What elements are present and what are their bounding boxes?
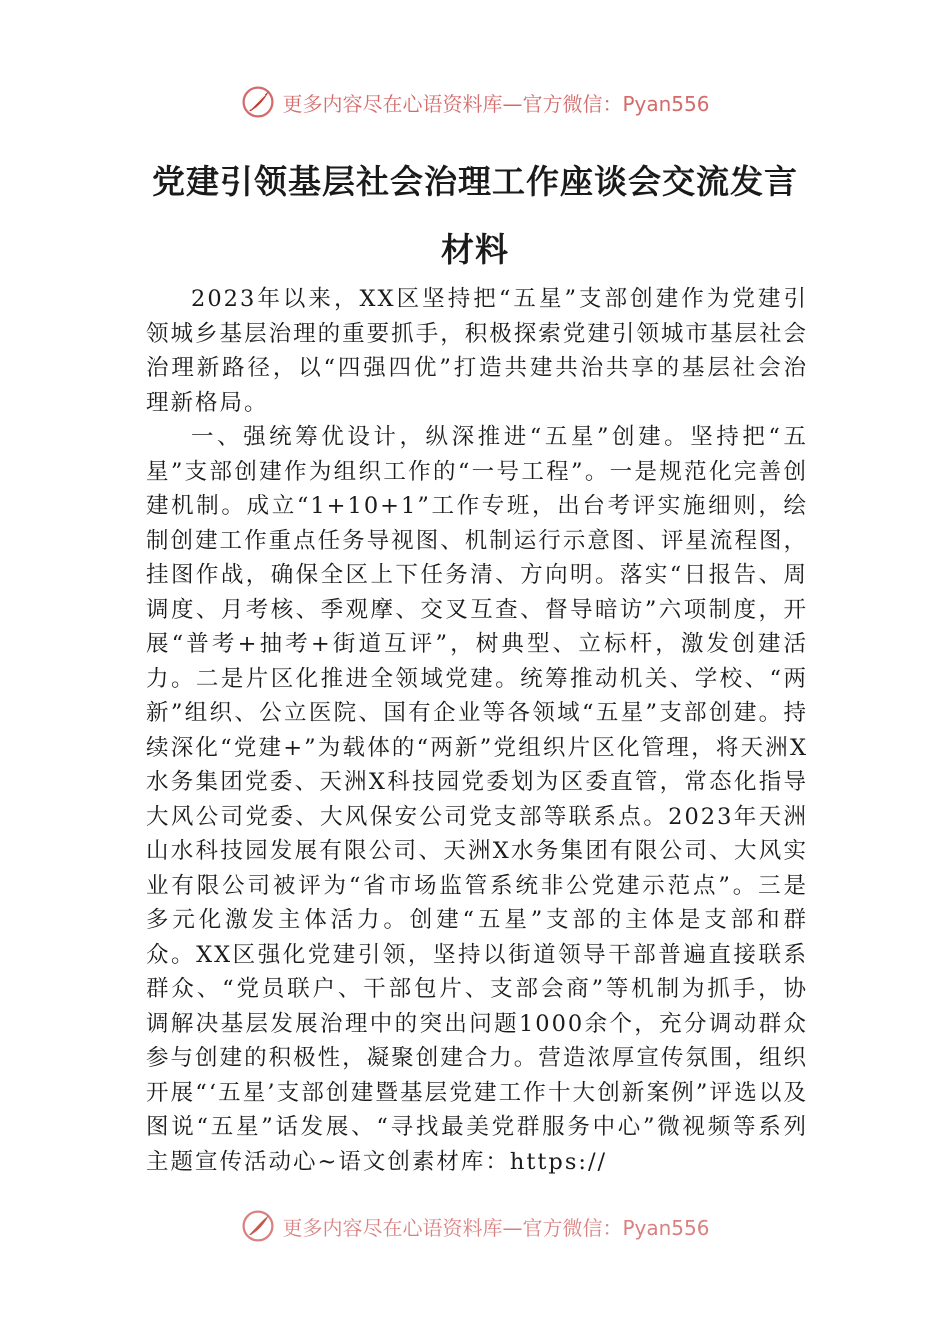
paragraph-section-1: 一、强统筹优设计，纵深推进“五星”创建。坚持把“五星”支部创建作为组织工作的“一号工程”。一是规范化完善创建机制。成立“1+10+1”工作专班，出台考评实施细则，绘制创建工作重点任务导视图、机制运行示意图、评星流程图，挂图作战，确保全区上下任务清、方向明。落实“日报告、周调度、月考核、季观摩、交叉互查、督导暗访”六项制度，开展“普考+抽考+街道互评”，树典型、立标杆，激发创建活力。二是片区化推进全领域党建。统筹推动机关、学校、“两新”组织、公立医院、国有企业等各领域“五星”支部创建。持续深化“党建+”为载体的“两新”党组织片区化管理，将天洲X水务集团党委、天洲X科技园党委划为区委直管，常态化指导大风公司党委、大风保安公司党支部等联系点。2023年天洲山水科技园发展有限公司、天洲X水务集团有限公司、大风实业有限公司被评为“省市场监管系统非公党建示范点”。三是多元化激发主体活力。创建“五星”支部的主体是支部和群众。XX区强化党建引领，坚持以街道领导干部普遍直接联系群众、“党员联户、干部包片、支部会商”等机制为抓手，协调解决基层发展治理中的突出问题1000余个，充分调动群众参与创建的积极性，凝聚创建合力。营造浓厚宣传氛围，组织开展“‘五星’支部创建暨基层党建工作十大创新案例”评选以及图说“五星”话发展、“寻找最美党群服务中心”微视频等系列主题宣传活动心~语文创素材库：https:// <box>146 424 808 1175</box>
watermark-text-footer: 更多内容尽在心语资料库—官方微信：Pyan556 <box>282 1215 710 1240</box>
watermark-footer <box>0 1206 950 1246</box>
document-title: 党建引领基层社会治理工作座谈会交流发言材料 <box>152 162 798 269</box>
quill-circle-logo-footer <box>240 1208 276 1244</box>
watermark-text: 更多内容尽在心语资料库—官方微信：Pyan556 <box>282 91 710 116</box>
watermark-header <box>0 82 950 122</box>
quill-circle-logo <box>240 84 276 120</box>
document-body <box>146 282 808 1217</box>
paragraph-intro: 2023年以来，XX区坚持把“五星”支部创建作为党建引领城乡基层治理的重要抓手，积极探索党建引领城市基层社会治理新路径，以“四强四优”打造共建共治共享的基层社会治理新格局。 <box>146 286 808 416</box>
